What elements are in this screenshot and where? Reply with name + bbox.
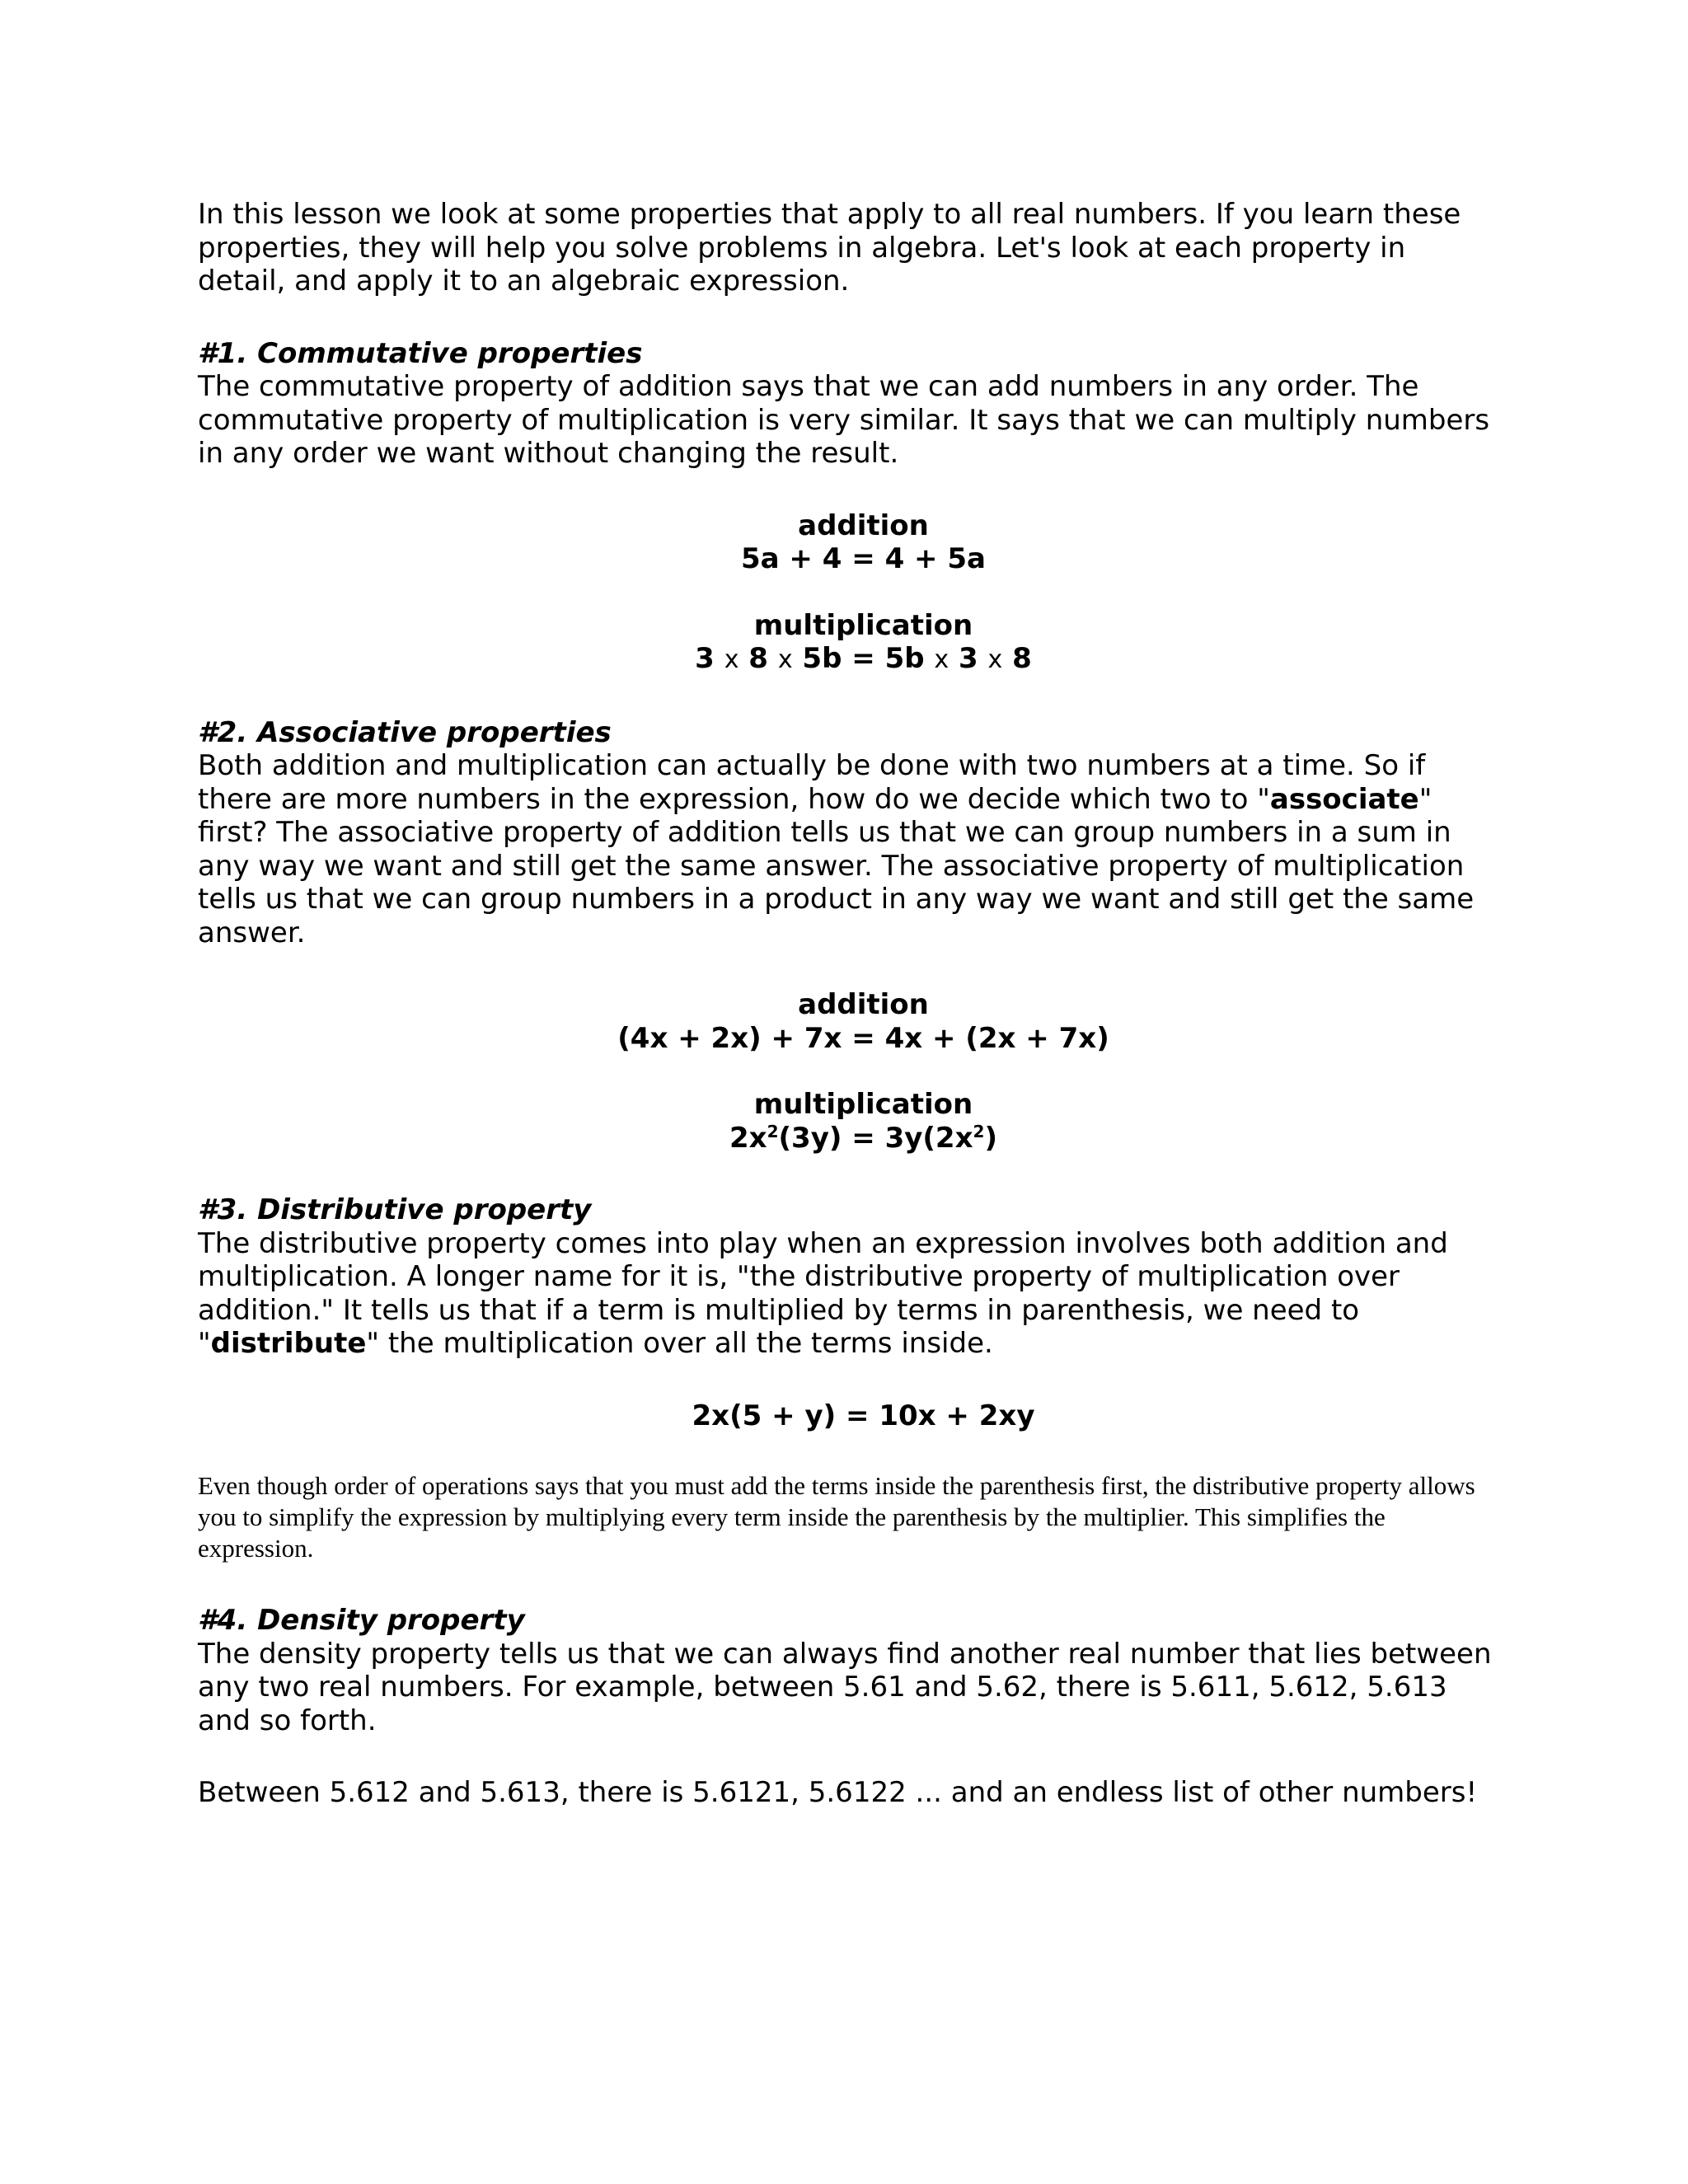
associative-heading: #2. Associative properties: [198, 715, 612, 749]
commutative-addition-label: addition: [798, 509, 929, 542]
density-heading: #4. Density property: [198, 1604, 525, 1637]
distributive-note: Even though order of operations says that you must add the terms inside the parenthesis first, the distributive property allows you to simplify the expression by multiplying every term inside the parenthesis by the multiplier. This simplifies the expression.: [198, 1471, 1475, 1563]
commutative-multiplication-equation: 3 x 8 x 5b = 5b x 3 x 8: [695, 642, 1032, 675]
density-example: Between 5.612 and 5.613, there is 5.6121, 5.6122 ... and an endless list of other numbers!: [198, 1776, 1478, 1809]
associative-multiplication-label: multiplication: [753, 1088, 973, 1121]
distributive-equation: 2x(5 + y) = 10x + 2xy: [692, 1399, 1035, 1432]
commutative-multiplication-label: multiplication: [753, 608, 973, 642]
associative-multiplication-equation: $2x^2(3y) = 3y(2x^2)$: [729, 1121, 997, 1155]
document-page: [198, 198, 1500, 1810]
distributive-heading: #3. Distributive property: [198, 1193, 592, 1226]
commutative-heading: #1. Commutative properties: [198, 336, 643, 370]
intro-paragraph: In this lesson we look at some properties that apply to all real numbers. If you learn these properties, they will help you solve problems in algebra. Let's look at each property in detail, and apply it to an algebraic expression.: [198, 198, 1461, 298]
distributive-paragraph: The distributive property comes into play when an expression involves both addition and multiplication. A longer name for it is, "the distributive property of multiplication over addition." It tells us that if a term is multiplied by terms in parenthesis, we need to "distribute" the multiplication over all the terms inside.: [198, 1226, 1448, 1360]
density-paragraph: The density property tells us that we can always find another real number that lies between any two real numbers. For example, between 5.61 and 5.62, there is 5.611, 5.612, 5.613 and so forth.: [198, 1637, 1492, 1737]
associative-addition-label: addition: [798, 988, 929, 1021]
commutative-addition-equation: 5a + 4 = 4 + 5a: [740, 542, 986, 575]
associative-paragraph: Both addition and multiplication can actually be done with two numbers at a time. So if there are more numbers in the expression, how do we decide which two to "associate" first? The associative property of addition tells us that we can group numbers in a sum in any way we want and still get the same answer. The associative property of multiplication tells us that we can group numbers in a product in any way we want and still get the same answer.: [198, 749, 1475, 949]
associative-addition-equation: (4x + 2x) + 7x = 4x + (2x + 7x): [617, 1021, 1109, 1055]
commutative-paragraph: The commutative property of addition says that we can add numbers in any order. The commutative property of multiplication is very similar. It says that we can multiply numbers in any order we want without changing the result.: [198, 370, 1490, 470]
